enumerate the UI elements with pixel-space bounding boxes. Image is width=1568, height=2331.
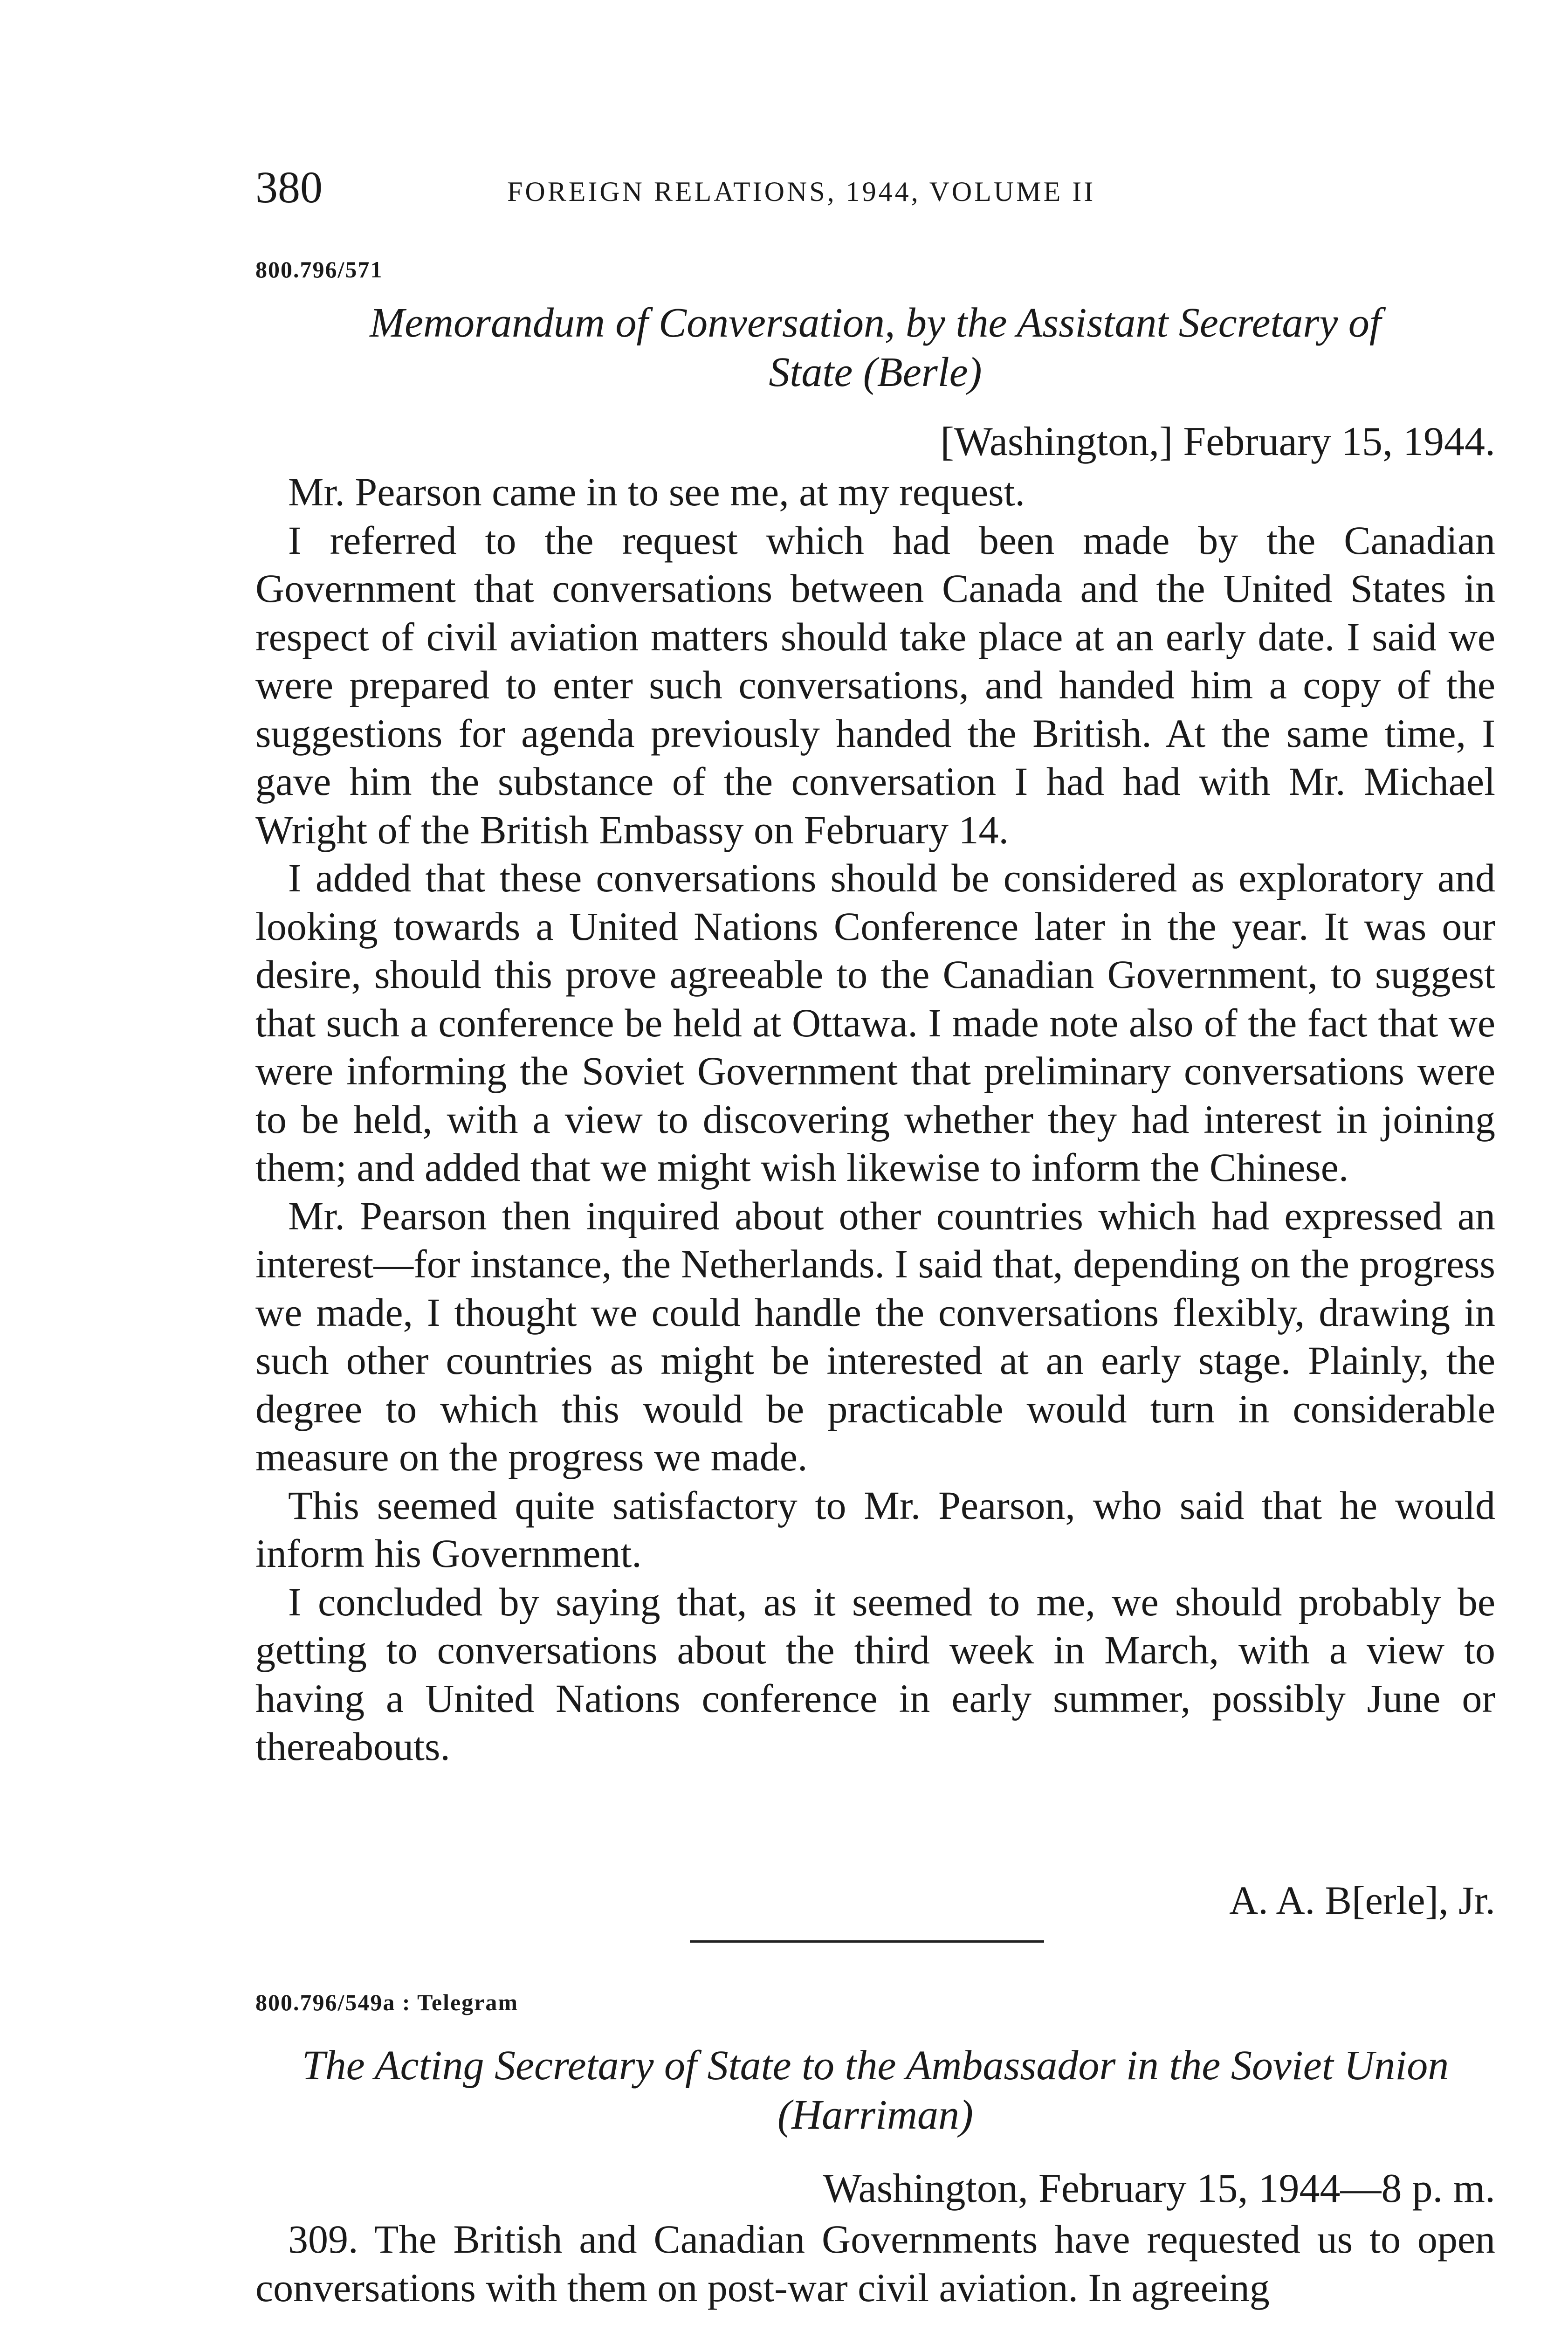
paragraph: I referred to the request which had been made by the Canadian Government that conversations between Canada and the United States in respect of civil aviation matters should take place at an early date. I said we were prepared to enter such conversations, and handed him a copy of the suggestions for agenda previously handed the British. At the same time, I gave him the substance of the conversation I had had with Mr. Michael Wright of the British Embassy on February 14. [255, 517, 1495, 852]
dateline: Washington, February 15, 1944—8 p. m. [823, 2166, 1495, 2211]
file-reference: 800.796/549a : Telegram [255, 1989, 519, 2015]
memorandum-body [255, 468, 1495, 1771]
title-line: Memorandum of Conversation, by the Assistant Secretary of [370, 300, 1381, 346]
running-head: FOREIGN RELATIONS, 1944, VOLUME II [507, 176, 1096, 207]
paragraph: I concluded by saying that, as it seemed to me, we should probably be getting to conversations about the third week in March, with a view to having a United Nations conference in early summer, possibly June or thereabouts. [255, 1579, 1495, 1769]
page-number: 380 [255, 162, 323, 212]
paragraph: I added that these conversations should be considered as exploratory and looking towards a United Nations Conference later in the year. It was our desire, should this prove agreeable to the Canadian Government, to suggest that such a conference be held at Ottawa. I made note also of the fact that we were informing the Soviet Government that preliminary conversations were to be held, with a view to discovering whether they had interest in joining them; and added that we might wish likewise to inform the Chinese. [255, 855, 1495, 1190]
file-reference: 800.796/571 [255, 256, 383, 283]
section-divider [690, 1940, 1044, 1943]
paragraph: 309. The British and Canadian Governments have requested us to open conversations with them on post-war civil aviation. In agreeing [255, 2217, 1495, 2310]
title-line: State (Berle) [769, 349, 982, 395]
signature: A. A. B[erle], Jr. [1229, 1878, 1495, 1923]
title-line: The Acting Secretary of State to the Ambassador in the Soviet Union [302, 2042, 1449, 2089]
document-title [255, 298, 1495, 397]
page-header [255, 164, 1495, 211]
title-line: (Harriman) [777, 2092, 973, 2138]
telegram-body [255, 2215, 1495, 2312]
dateline: [Washington,] February 15, 1944. [940, 419, 1495, 464]
paragraph: Mr. Pearson came in to see me, at my request. [288, 469, 1025, 514]
paragraph: This seemed quite satisfactory to Mr. Pearson, who said that he would inform his Government. [255, 1483, 1495, 1576]
paragraph: Mr. Pearson then inquired about other countries which had expressed an interest—for instance, the Netherlands. I said that, depending on the progress we made, I thought we could handle the conversations flexibly, drawing in such other countries as might be interested at an early stage. Plainly, the degree to which this would be practicable would turn in considerable measure on the progress we made. [255, 1193, 1495, 1479]
document-title [255, 2041, 1495, 2140]
